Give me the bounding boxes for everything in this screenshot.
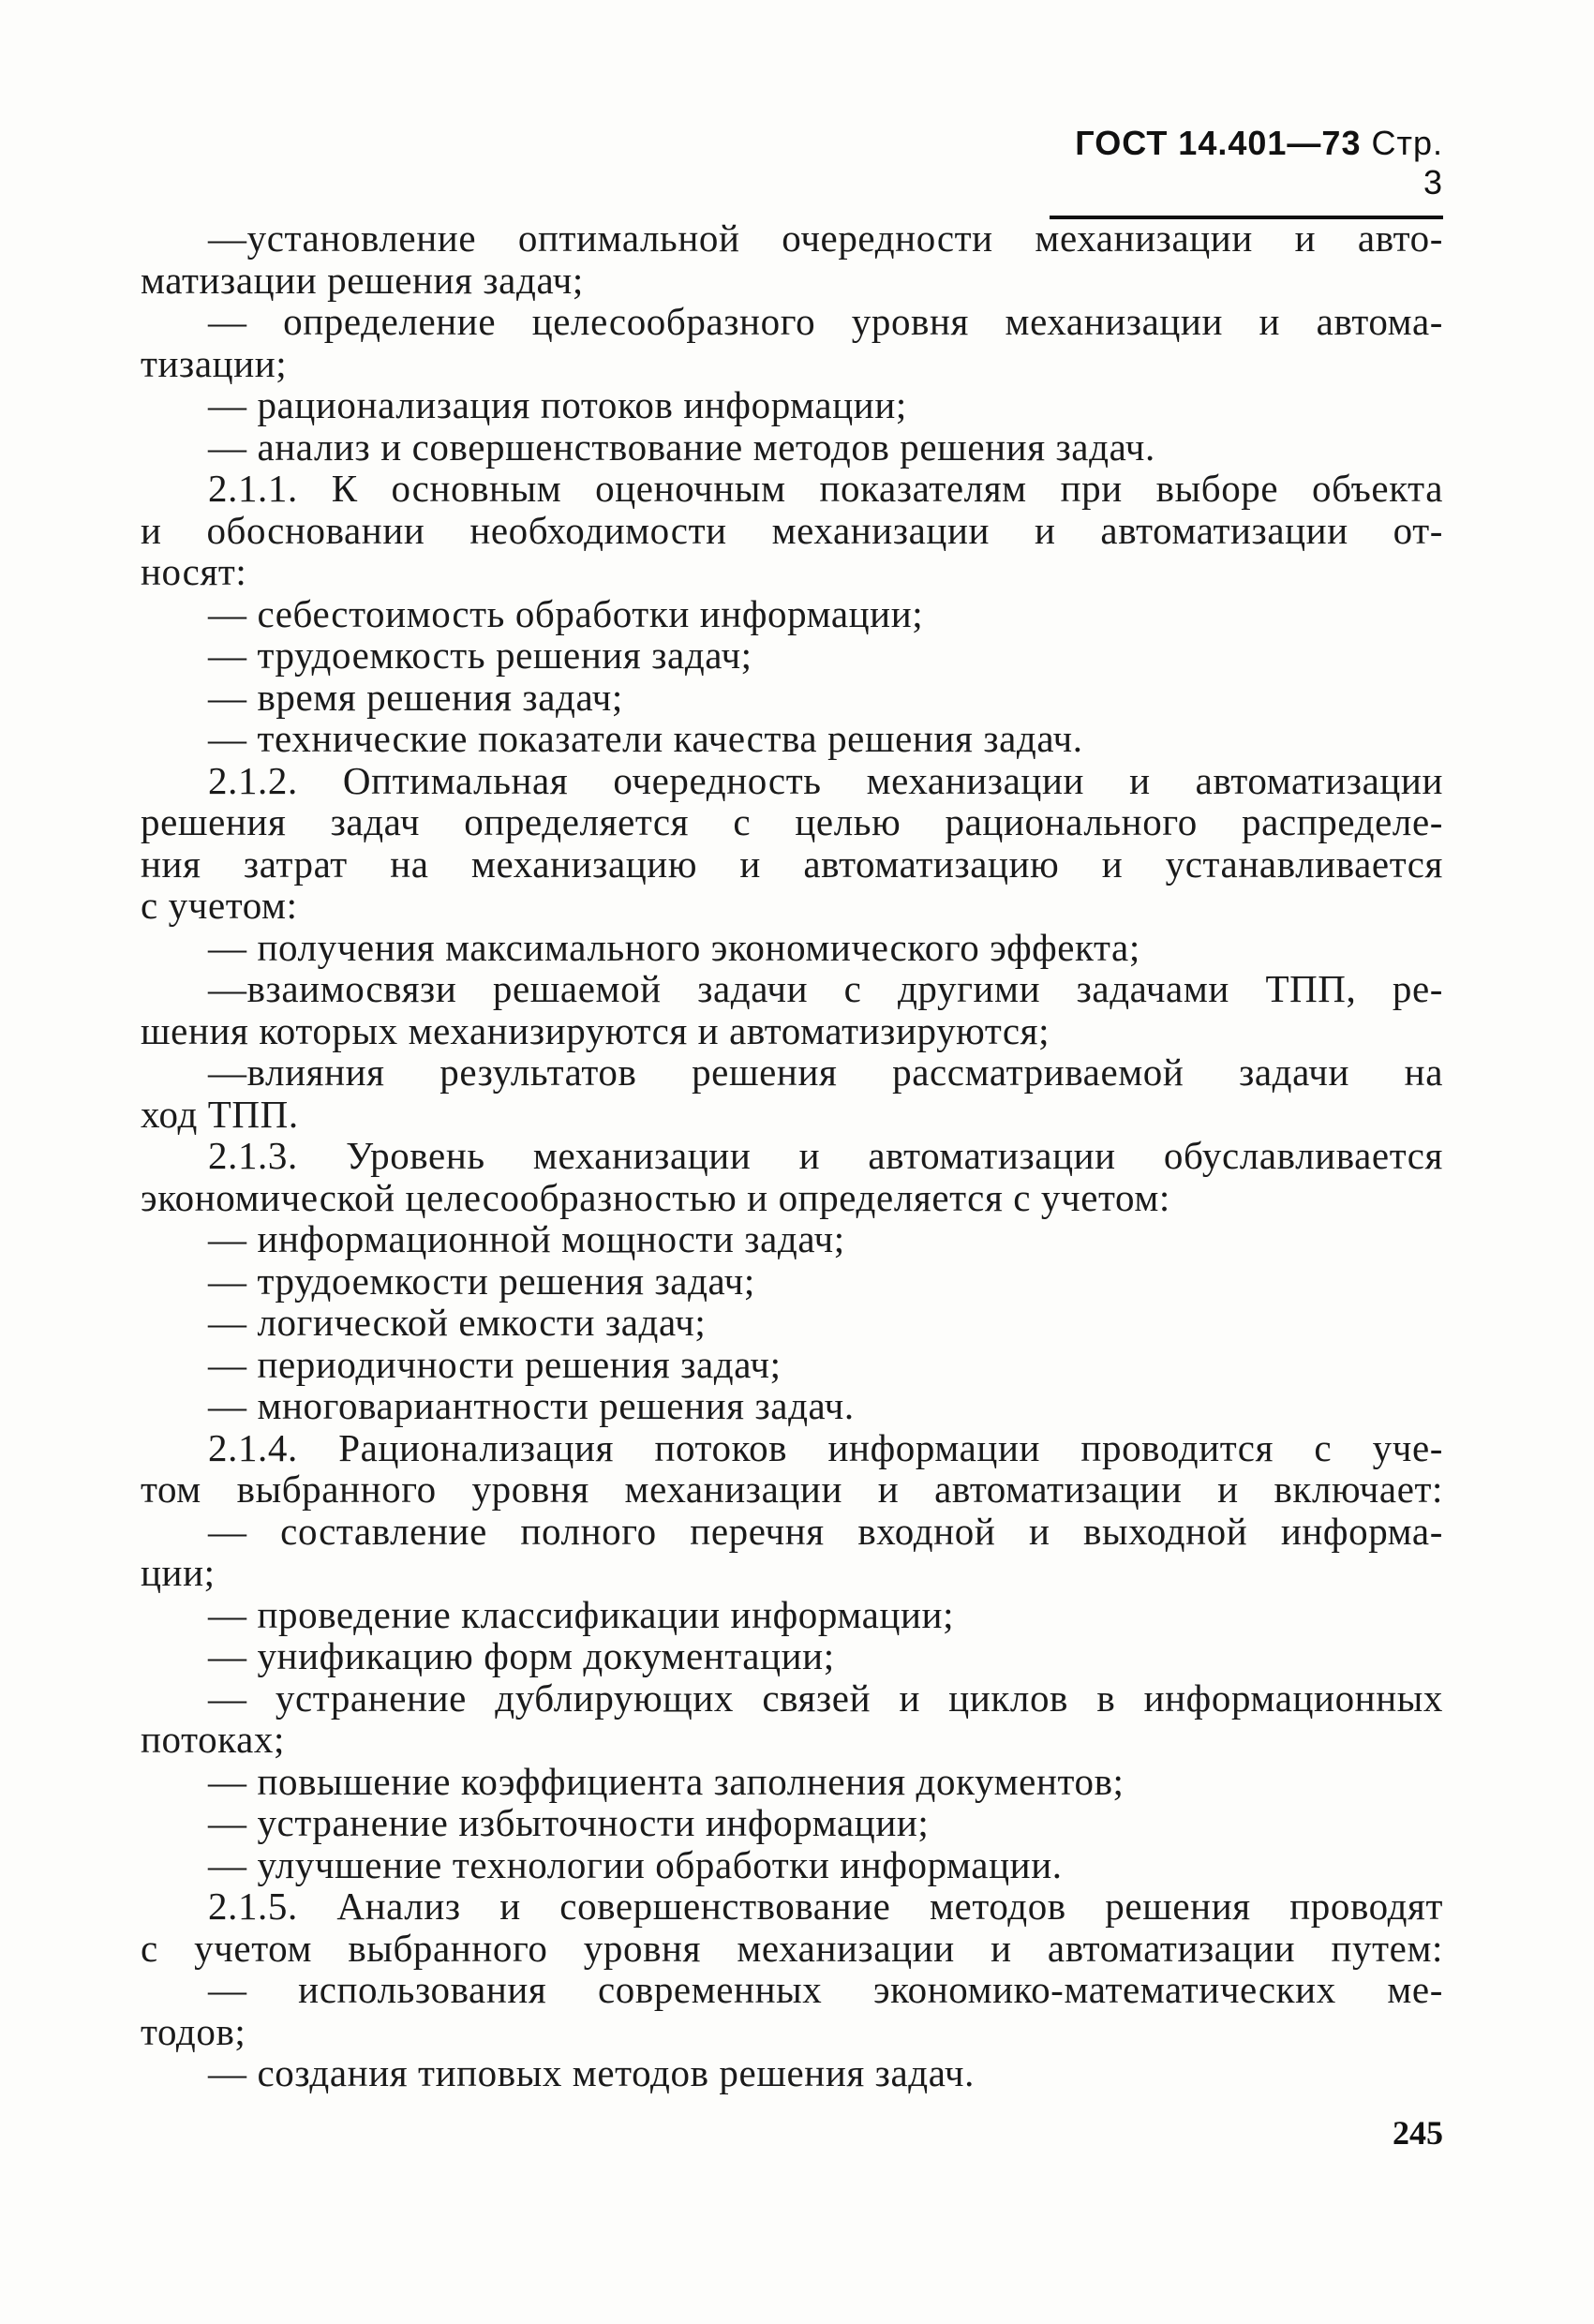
- text-line: — проведение классификации информации;: [208, 1592, 955, 1636]
- text-line: —влияния результатов решения рассматриваемой задачи на: [208, 1050, 1443, 1094]
- standard-code: ГОСТ 14.401—73: [1075, 124, 1362, 162]
- text-line: — трудоемкость решения задач;: [208, 633, 752, 677]
- text-line: — рационализация потоков информации;: [208, 383, 907, 426]
- page-header: [1050, 124, 1443, 219]
- text-line: — создания типовых методов решения задач.: [208, 2051, 975, 2094]
- text-line: — логической емкости задач;: [208, 1301, 707, 1344]
- text-line: — повышение коэффициента заполнения документов;: [208, 1759, 1125, 1803]
- text-line: — трудоемкости решения задач;: [208, 1259, 755, 1303]
- text-line: шения которых механизируются и автоматизируются;: [141, 1008, 1050, 1052]
- text-line: тизации;: [141, 341, 288, 385]
- text-line: носят:: [141, 550, 247, 593]
- text-line: с учетом выбранного уровня механизации и автоматизации путем:: [141, 1926, 1443, 1970]
- text-line: том выбранного уровня механизации и автоматизации и включает:: [141, 1467, 1443, 1511]
- text-line: — технические показатели качества решения задач.: [208, 717, 1083, 760]
- text-line: ции;: [141, 1551, 216, 1594]
- text-line: —установление оптимальной очередности механизации и авто-: [208, 216, 1443, 260]
- text-line: — составление полного перечня входной и выходной информа-: [208, 1509, 1443, 1553]
- page-number: 245: [1393, 2114, 1443, 2152]
- text-line: — определение целесообразного уровня механизации и автома-: [208, 300, 1443, 343]
- text-line: — анализ и совершенствование методов решения задач.: [208, 425, 1155, 469]
- text-line: — использования современных экономико-математических ме-: [208, 1968, 1443, 2011]
- text-line: — устранение дублирующих связей и циклов в информационных: [208, 1676, 1443, 1720]
- text-line: матизации решения задач;: [141, 258, 584, 302]
- text-line: 2.1.3. Уровень механизации и автоматизации обуславливается: [208, 1134, 1443, 1177]
- text-line: 2.1.5. Анализ и совершенствование методов решения проводят: [208, 1885, 1443, 1928]
- text-line: 2.1.2. Оптимальная очередность механизации и автоматизации: [208, 758, 1443, 802]
- document-body: [141, 217, 1443, 2094]
- text-line: экономической целесообразностью и определяется с учетом:: [141, 1175, 1170, 1219]
- text-line: и обосновании необходимости механизации и автоматизации от-: [141, 508, 1443, 552]
- text-line: — устранение избыточности информации;: [208, 1801, 930, 1844]
- text-line: — унификацию форм документации;: [208, 1634, 835, 1677]
- text-line: решения задач определяется с целью рационального распределе-: [141, 800, 1443, 843]
- text-line: — время решения задач;: [208, 675, 623, 719]
- text-line: ход ТПП.: [141, 1092, 299, 1136]
- text-line: — улучшение технологии обработки информации.: [208, 1842, 1063, 1886]
- text-line: потоках;: [141, 1718, 285, 1761]
- page-label: Стр. 3: [1371, 124, 1443, 201]
- text-line: — периодичности решения задач;: [208, 1342, 782, 1386]
- text-line: — информационной мощности задач;: [208, 1217, 845, 1260]
- text-line: ния затрат на механизацию и автоматизацию и устанавливается: [141, 842, 1443, 886]
- text-line: — многовариантности решения задач.: [208, 1384, 855, 1427]
- text-line: — получения максимального экономического эффекта;: [208, 925, 1140, 969]
- text-line: 2.1.1. К основным оценочным показателям при выборе объекта: [208, 467, 1443, 510]
- text-line: тодов;: [141, 2009, 246, 2053]
- text-line: с учетом:: [141, 884, 298, 927]
- text-line: — себестоимость обработки информации;: [208, 591, 924, 635]
- text-line: —взаимосвязи решаемой задачи с другими задачами ТПП, ре-: [208, 967, 1443, 1010]
- text-line: 2.1.4. Рационализация потоков информации проводится с уче-: [208, 1425, 1443, 1469]
